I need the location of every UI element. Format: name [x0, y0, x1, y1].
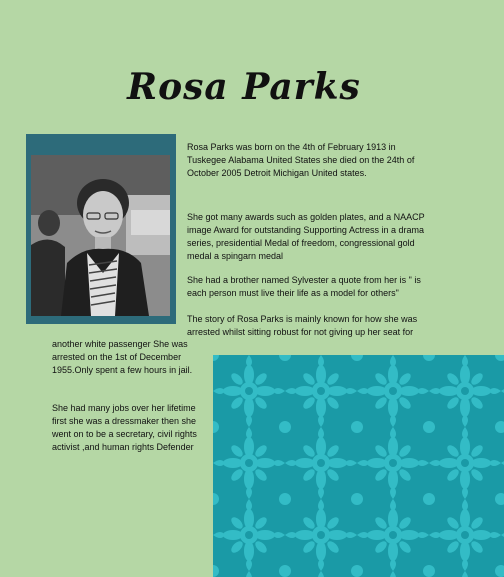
brother-quote-paragraph: She had a brother named Sylvester a quote from her is " is each person must live their life as a model for others": [187, 275, 421, 298]
awards-paragraph: She got many awards such as golden plates, and a NAACP image Award for outstanding Supporting Actress in a drama series, presidential Medal of freedom, congressional gold medal a spingarn medal: [187, 212, 425, 261]
birth-paragraph: Rosa Parks was born on the 4th of February 1913 in Tuskegee Alabama United States she died on the 24th of October 2005 Detroit Michigan United states.: [187, 142, 415, 178]
jobs-paragraph: She had many jobs over her lifetime first she was a dressmaker then she went on to be a secretary, civil rights activist ,and human rights Defender: [52, 403, 197, 452]
story-paragraph-start: The story of Rosa Parks is mainly known for how she was arrested whilst sitting robust for not giving up her seat for: [187, 314, 418, 337]
damask-pattern-panel: [213, 355, 504, 577]
rosa-parks-photo: [31, 155, 170, 316]
page-title: Rosa Parks: [127, 66, 361, 108]
story-paragraph-end: another white passenger She was arrested on the 1st of December 1955.Only spent a few hours in jail.: [52, 339, 193, 375]
photo-frame: [26, 134, 176, 324]
